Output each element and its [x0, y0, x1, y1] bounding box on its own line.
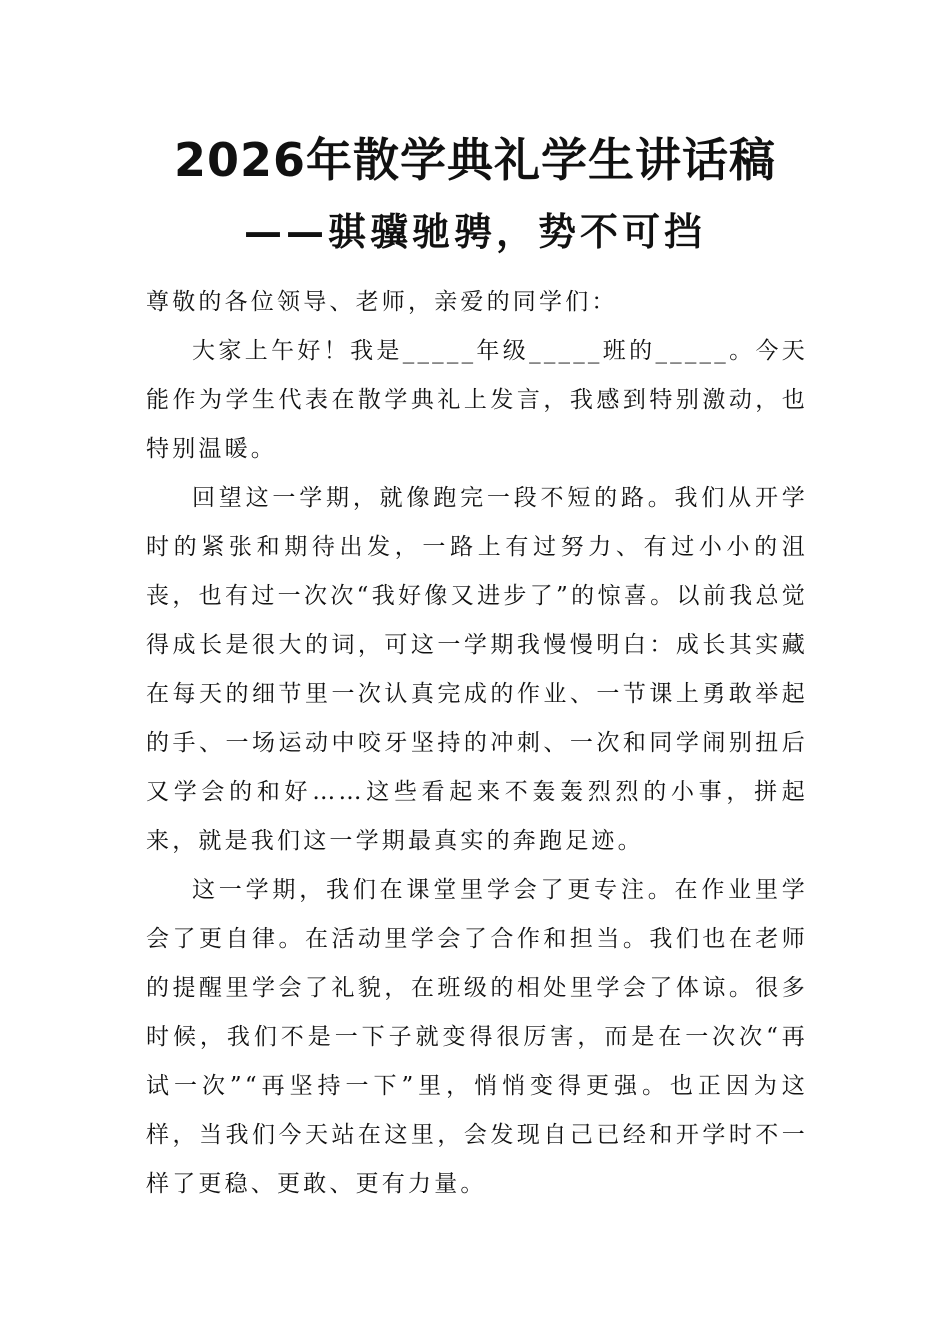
paragraph-growth: 这一学期，我们在课堂里学会了更专注。在作业里学会了更自律。在活动里学会了合作和担当。我们也在老师的提醒里学会了礼貌，在班级的相处里学会了体谅。很多时候，我们不是一下子就变得很厉害，而是在一次次“再试一次”“再坚持一下”里，悄悄变得更强。也正因为这样，当我们今天站在这里，会发现自己已经和开学时不一样了更稳、更敢、更有力量。: [146, 877, 808, 1197]
salutation: 尊敬的各位领导、老师，亲爱的同学们：: [146, 289, 618, 315]
document-body: [146, 278, 808, 1209]
document-subtitle: ——骐骥驰骋，势不可挡: [243, 210, 706, 254]
paragraph-review: 回望这一学期，就像跑完一段不短的路。我们从开学时的紧张和期待出发，一路上有过努力、有过小小的沮丧，也有过一次次“我好像又进步了”的惊喜。以前我总觉得成长是很大的词，可这一学期我慢慢明白：成长其实藏在每天的细节里一次认真完成的作业、一节课上勇敢举起的手、一场运动中咬牙坚持的冲刺、一次和同学闹别扭后又学会的和好……这些看起来不轰轰烈烈的小事，拼起来，就是我们这一学期最真实的奔跑足迹。: [146, 485, 808, 854]
paragraph-intro: 大家上午好！我是_____年级_____班的_____。今天能作为学生代表在散学典礼上发言，我感到特别激动，也特别温暖。: [146, 338, 808, 462]
document-title: 2026年散学典礼学生讲话稿: [173, 133, 777, 187]
